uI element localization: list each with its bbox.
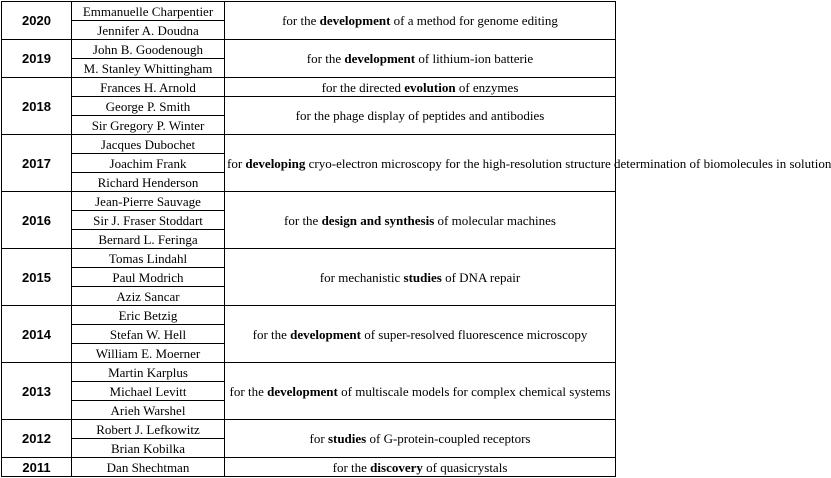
table-row [2, 97, 616, 116]
year-cell: 2019 [2, 40, 72, 78]
table-row [2, 135, 616, 154]
laureate-name: Brian Kobilka [72, 439, 225, 458]
laureate-name: William E. Moerner [72, 344, 225, 363]
laureate-name: M. Stanley Whittingham [72, 59, 225, 78]
laureate-name: Sir J. Fraser Stoddart [72, 211, 225, 230]
prize-motivation [225, 192, 616, 249]
motivation-keyword: development [267, 383, 338, 399]
motivation-text: for [227, 155, 246, 171]
motivation-text: for the phage display of peptides and antibodies [295, 108, 545, 123]
laureate-name: Robert J. Lefkowitz [72, 420, 225, 439]
year-cell: 2016 [2, 192, 72, 249]
motivation-keyword: developing [245, 155, 306, 171]
year-cell: 2012 [2, 420, 72, 458]
prize-motivation [225, 363, 616, 420]
motivation-text: of molecular machines [434, 212, 556, 228]
prize-motivation [225, 97, 616, 135]
motivation-text: for mechanistic [319, 269, 404, 285]
motivation-keyword: studies [327, 431, 367, 446]
motivation-text: of super-resolved fluorescence microscopy [360, 326, 588, 342]
table-body [2, 2, 831, 477]
laureate-name: Jacques Dubochet [72, 135, 225, 154]
laureate-name: Michael Levitt [72, 382, 225, 401]
laureate-name: Richard Henderson [72, 173, 225, 192]
motivation-keyword: development [290, 326, 361, 342]
year-cell: 2020 [2, 2, 72, 40]
prize-motivation [225, 135, 831, 192]
motivation-text: of a method for genome editing [390, 13, 558, 28]
year-cell: 2015 [2, 249, 72, 306]
laureate-name: Martin Karplus [72, 363, 225, 382]
motivation-text: cryo-electron microscopy for the high-resolution structure determination of biomolecules in solution [305, 155, 831, 171]
table-row [2, 458, 616, 477]
laureate-name: Aziz Sancar [72, 287, 225, 306]
motivation-keyword: studies [403, 269, 442, 285]
laureate-name: Tomas Lindahl [72, 249, 225, 268]
prize-motivation [225, 78, 616, 97]
year-cell: 2013 [2, 363, 72, 420]
motivation-text: for the [282, 13, 320, 28]
laureate-name: Arieh Warshel [72, 401, 225, 420]
laureate-name: Dan Shechtman [72, 458, 225, 477]
year-cell: 2018 [2, 78, 72, 135]
table-row [2, 2, 616, 21]
table-row [2, 306, 616, 325]
laureate-name: Eric Betzig [72, 306, 225, 325]
motivation-text: for the [332, 459, 371, 475]
year-cell: 2011 [2, 458, 72, 477]
laureate-name: Bernard L. Feringa [72, 230, 225, 249]
motivation-keyword: design and synthesis [321, 212, 435, 228]
laureate-name: John B. Goodenough [72, 40, 225, 59]
motivation-text: of DNA repair [441, 269, 521, 285]
motivation-text: for the [252, 326, 291, 342]
year-cell: 2017 [2, 135, 72, 192]
motivation-keyword: development [344, 51, 416, 66]
prize-motivation [225, 40, 616, 78]
motivation-text: for the [284, 212, 322, 228]
motivation-text: for the [306, 51, 345, 66]
table-row [2, 40, 616, 59]
motivation-text: for [309, 431, 328, 446]
table-row [2, 420, 616, 439]
laureate-name: George P. Smith [72, 97, 225, 116]
motivation-keyword: discovery [370, 459, 423, 475]
table-row [2, 78, 616, 97]
laureate-name: Jennifer A. Doudna [72, 21, 225, 40]
motivation-text: for the [229, 383, 268, 399]
motivation-text: of quasicrystals [422, 459, 508, 475]
prize-motivation [225, 306, 616, 363]
table-row [2, 249, 616, 268]
laureate-name: Frances H. Arnold [72, 78, 225, 97]
table-row [2, 363, 616, 382]
laureate-name: Joachim Frank [72, 154, 225, 173]
nobel-chemistry-table [1, 1, 831, 477]
motivation-text: of lithium-ion batterie [415, 51, 534, 66]
motivation-text: of G-protein-coupled receptors [366, 431, 531, 446]
table-row [2, 192, 616, 211]
prize-motivation [225, 458, 616, 477]
motivation-keyword: development [319, 13, 391, 28]
laureate-name: Sir Gregory P. Winter [72, 116, 225, 135]
motivation-keyword: evolution [404, 79, 456, 95]
year-cell: 2014 [2, 306, 72, 363]
prize-motivation [225, 2, 616, 40]
prize-motivation [225, 420, 616, 458]
prize-motivation [225, 249, 616, 306]
motivation-text: of multiscale models for complex chemical systems [337, 383, 611, 399]
laureate-name: Stefan W. Hell [72, 325, 225, 344]
laureate-name: Jean-Pierre Sauvage [72, 192, 225, 211]
motivation-text: for the directed [321, 79, 405, 95]
motivation-text: of enzymes [455, 79, 519, 95]
laureate-name: Emmanuelle Charpentier [72, 2, 225, 21]
laureate-name: Paul Modrich [72, 268, 225, 287]
